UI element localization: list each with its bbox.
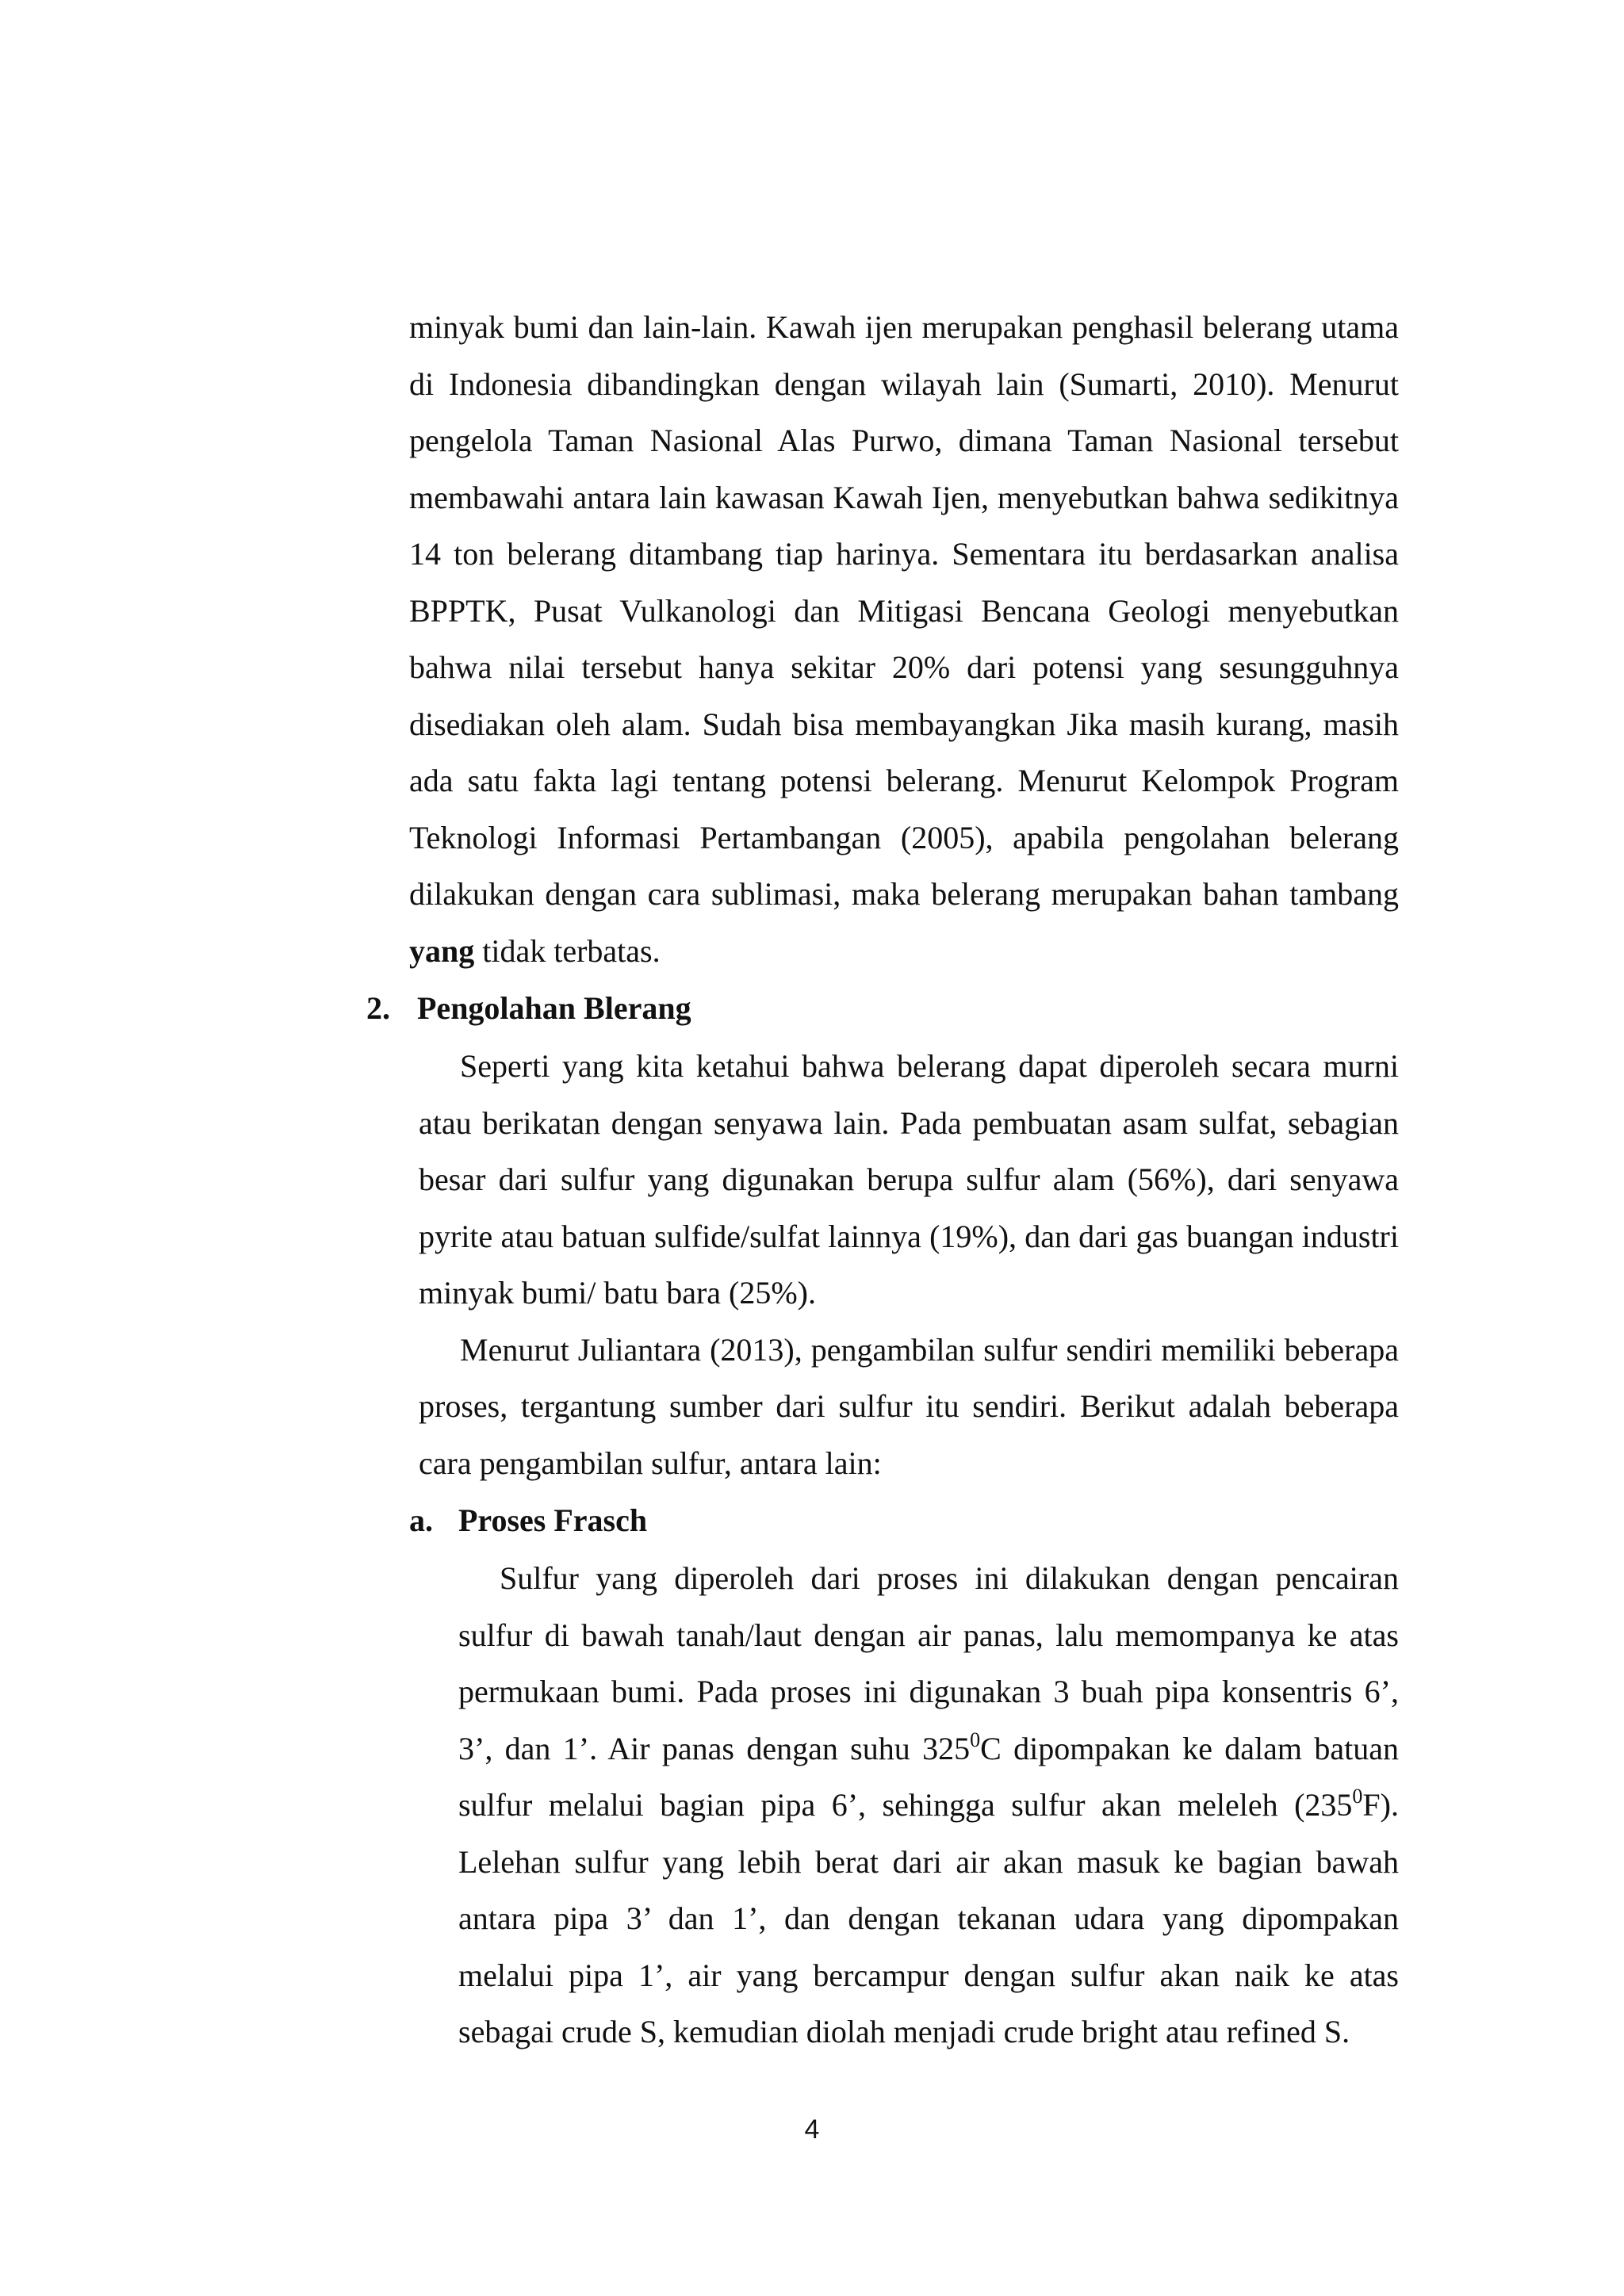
section-number: 2. [366, 990, 390, 1026]
intro-text: minyak bumi dan lain-lain. Kawah ijen merupakan penghasil belerang utama di Indonesia dibandingkan dengan wilayah lain (Sumarti, 2010). Menurut pengelola Taman Nasional Alas Purwo, dimana Taman Nasional tersebut membawahi antara lain kawasan Kawah Ijen, menyebutkan bahwa sedikitnya 14 ton belerang ditambang tiap harinya. Sementara itu berdasarkan analisa BPPTK, Pusat Vulkanologi dan Mitigasi Bencana Geologi menyebutkan bahwa nilai tersebut hanya sekitar 20% dari potensi yang sesungguhnya disediakan oleh alam. Sudah bisa membayangkan Jika masih kurang, masih ada satu fakta lagi tentang potensi belerang. Menurut Kelompok Program Teknologi Informasi Pertambangan (2005), apabila pengolahan belerang dilakukan dengan cara sublimasi, maka belerang merupakan bahan tambang [409, 309, 1399, 912]
section-2-paragraph-1: Seperti yang kita ketahui bahwa belerang dapat diperoleh secara murni atau berikatan dengan senyawa lain. Pada pembuatan asam sulfat, sebagian besar dari sulfur yang digunakan berupa sulfur alam (56%), dari senyawa pyrite atau batuan sulfide/sulfat lainnya (19%), dan dari gas buangan industri minyak bumi/ batu bara (25%). [419, 1048, 1399, 1311]
subsection-title: Proses Frasch [458, 1502, 648, 1538]
subsection-heading-a [409, 1492, 647, 1549]
paragraph-text-3: F). Lelehan sulfur yang lebih berat dari air akan masuk ke bagian bawah antara pipa 3’ dan 1’, dan dengan tekanan udara yang dipompakan melalui pipa 1’, air yang bercampur dengan sulfur akan naik ke atas sebagai crude S, kemudian diolah menjadi crude bright atau refined S. [458, 1787, 1399, 2049]
intro-text-end: tidak terbatas. [474, 932, 661, 969]
superscript-degree-2: 0 [1352, 1785, 1363, 1808]
superscript-degree-1: 0 [970, 1728, 981, 1751]
section-2-paragraph-2: Menurut Juliantara (2013), pengambilan sulfur sendiri memiliki beberapa proses, tergantung sumber dari sulfur itu sendiri. Berikut adalah beberapa cara pengambilan sulfur, antara lain: [419, 1331, 1399, 1481]
subsection-letter: a. [409, 1502, 433, 1538]
subsection-a-body [458, 1550, 1399, 2061]
bold-word: yang [409, 932, 475, 969]
section-heading-2 [366, 980, 691, 1037]
section-2-body [419, 1038, 1399, 1491]
intro-paragraph [409, 299, 1399, 979]
subsection-a-paragraph [458, 1550, 1399, 2061]
page-number: 4 [804, 2114, 820, 2145]
paragraph-text-1: Sulfur yang diperoleh dari proses ini dilakukan dengan pencairan sulfur di bawah tanah/laut dengan air panas, lalu memompanya ke atas permukaan bumi. Pada proses ini digunakan 3 buah pipa konsentris 6’, 3’, dan 1’. Air panas dengan suhu 325 [458, 1560, 1399, 1766]
section-title: Pengolahan Blerang [417, 990, 691, 1026]
paragraph-text-2: C dipompakan ke dalam batuan sulfur melalui bagian pipa 6’, sehingga sulfur akan meleleh (235 [458, 1730, 1400, 1823]
